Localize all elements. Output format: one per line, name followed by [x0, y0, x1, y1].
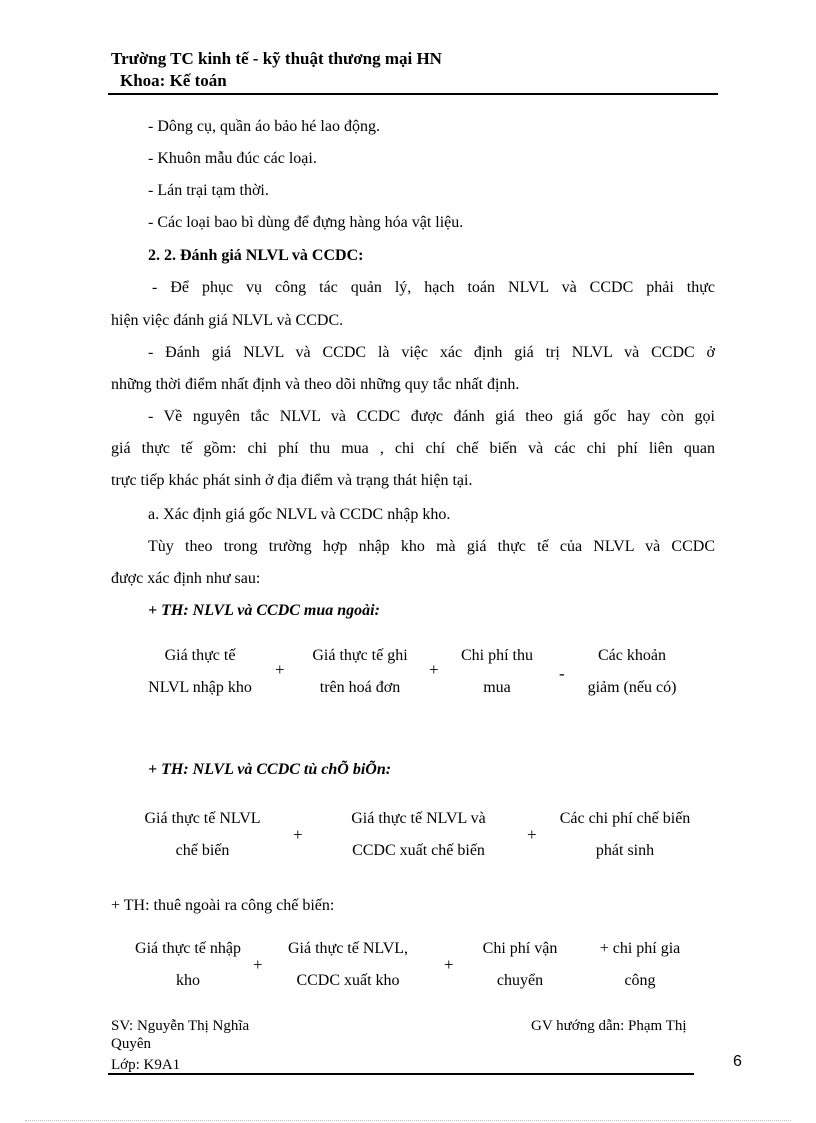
formula-term: Giá thực tế NLVL, CCDC xuất kho: [287, 940, 409, 989]
formula-term: Các khoản giảm (nếu có): [587, 647, 677, 696]
formula-term: Giá thực tế NLVL và CCDC xuất chế biến: [351, 810, 486, 859]
formula-term: Chi phí thu mua: [460, 647, 533, 696]
footer-advisor: GV hướng dẫn: Phạm Thị: [531, 1018, 687, 1034]
formula-term: + chi phí gia công: [599, 940, 681, 989]
paragraph-line: những thời điểm nhất định và theo dõi những quy tắc nhất định.: [111, 376, 520, 393]
page-edge: [25, 1120, 791, 1121]
page-number: 6: [733, 1053, 742, 1070]
footer-student-cont: Quyên: [111, 1036, 151, 1052]
bullet-item: - Dông cụ, quần áo bảo hé lao động.: [148, 118, 380, 135]
plus-operator: +: [293, 825, 303, 844]
plus-operator: +: [275, 660, 285, 679]
paragraph-line: hiện việc đánh giá NLVL và CCDC.: [111, 312, 344, 329]
bullet-item: - Các loại bao bì dùng để đựng hàng hóa vật liệu.: [148, 214, 464, 231]
paragraph-line: trực tiếp khác phát sinh ở địa điểm và trạng thát hiện tại.: [111, 472, 473, 489]
formula-term: Giá thực tế NLVL chế biến: [144, 810, 261, 859]
paragraph-line: được xác định như sau:: [111, 570, 261, 587]
formula-term: Giá thực tế ghi trên hoá đơn: [312, 647, 408, 696]
case-title: + TH: NLVL và CCDC mua ngoài:: [148, 602, 380, 619]
header-faculty: Khoa: Kế toán: [120, 71, 227, 90]
plus-operator: +: [429, 660, 439, 679]
footer-class: Lớp: K9A1: [111, 1057, 181, 1073]
subheading-a: a. Xác định giá gốc NLVL và CCDC nhập kho.: [148, 506, 451, 523]
formula-term: Chi phí vận chuyển: [482, 940, 558, 989]
paragraph-line: Tùy theo trong trường hợp nhập kho mà giá thực tế của NLVL và CCDC: [148, 538, 715, 555]
header-school: Trường TC kinh tế - kỹ thuật thương mại HN: [111, 49, 442, 68]
paragraph-line: - Đánh giá NLVL và CCDC là việc xác định giá trị NLVL và CCDC ở: [148, 344, 715, 361]
paragraph-line: - Về nguyên tắc NLVL và CCDC được đánh giá theo giá gốc hay còn gọi: [148, 408, 715, 425]
minus-operator: -: [559, 664, 565, 683]
formula-term: Các chi phí chế biến phát sinh: [559, 810, 691, 859]
case-title: + TH: thuê ngoài ra công chế biến:: [111, 897, 335, 914]
section-heading: 2. 2. Đánh giá NLVL và CCDC:: [148, 247, 364, 264]
bullet-item: - Lán trại tạm thời.: [148, 182, 269, 199]
header-rule: [108, 93, 718, 95]
formula-term: Giá thực tế nhập kho: [135, 940, 241, 989]
formula-term: Giá thực tế NLVL nhập kho: [148, 647, 252, 696]
footer-rule: [108, 1073, 694, 1075]
plus-operator: +: [527, 825, 537, 844]
case-title: + TH: NLVL và CCDC tù chÕ biÕn:: [148, 761, 392, 778]
paragraph-line: - Để phục vụ công tác quản lý, hạch toán NLVL và CCDC phải thực: [152, 279, 715, 296]
plus-operator: +: [444, 955, 454, 974]
footer-student: SV: Nguyễn Thị Nghĩa: [111, 1018, 250, 1034]
plus-operator: +: [253, 955, 263, 974]
paragraph-line: giá thực tế gồm: chi phí thu mua , chi chí chế biến và các chi phí liên quan: [111, 440, 715, 457]
bullet-item: - Khuôn mẫu đúc các loại.: [148, 150, 317, 167]
